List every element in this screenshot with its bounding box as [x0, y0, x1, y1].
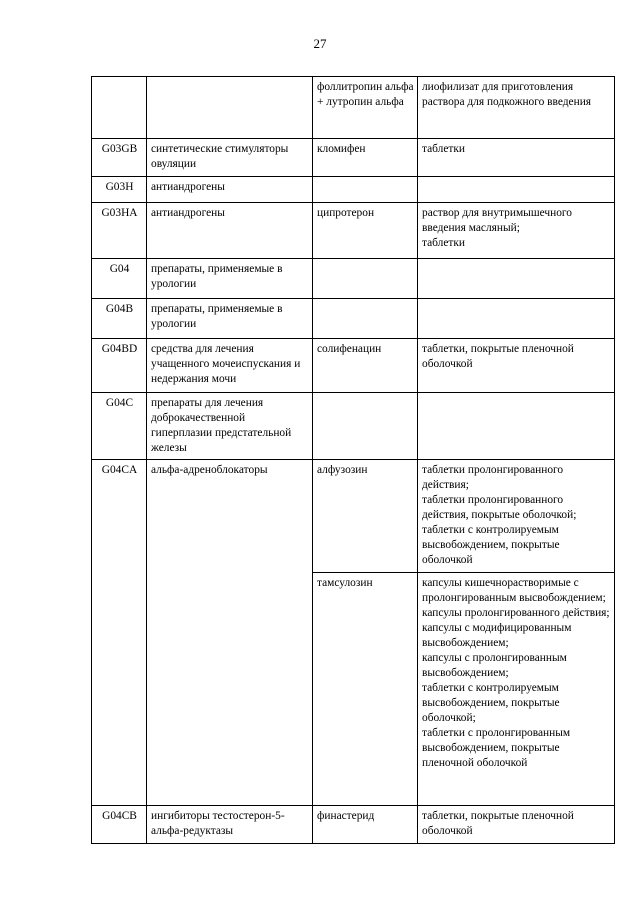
substance-cell: алфузозин [313, 460, 418, 573]
substance-cell: ципротерон [313, 203, 418, 259]
pharmacological-group-cell: синтетические стимуляторы овуляции [147, 139, 313, 177]
dosage-form-cell: таблетки, покрытые пленочной оболочкой [418, 806, 615, 844]
pharmacological-group-cell: ингибиторы тестостерон-5-альфа-редуктазы [147, 806, 313, 844]
dosage-form-cell: капсулы кишечнорастворимые с пролонгированным высвобождением; капсулы пролонгированного действия; капсулы с модифицированным высвобождением; капсулы с пролонгированным высвобождением; таблетки с контролируемым высвобождением, покрытые оболочкой; таблетки с пролонгированным высвобождением, покрытые пленочной оболочкой [418, 573, 615, 806]
table-row [92, 177, 615, 203]
drug-classification-table [91, 76, 615, 844]
table-row [92, 259, 615, 299]
substance-cell [313, 299, 418, 339]
atc-code-cell [92, 77, 147, 139]
table-row [92, 203, 615, 259]
atc-code-cell: G03H [92, 177, 147, 203]
atc-code-cell: G04B [92, 299, 147, 339]
atc-code-cell: G04C [92, 393, 147, 460]
dosage-form-cell [418, 393, 615, 460]
pharmacological-group-cell [147, 77, 313, 139]
table-row [92, 299, 615, 339]
atc-code-cell: G03GB [92, 139, 147, 177]
table-row [92, 339, 615, 393]
dosage-form-cell [418, 299, 615, 339]
pharmacological-group-cell: препараты, применяемые в урологии [147, 259, 313, 299]
pharmacological-group-cell: антиандрогены [147, 177, 313, 203]
substance-cell [313, 177, 418, 203]
table-row [92, 460, 615, 573]
atc-code-cell: G04CB [92, 806, 147, 844]
substance-cell: тамсулозин [313, 573, 418, 806]
substance-cell: солифенацин [313, 339, 418, 393]
dosage-form-cell: таблетки, покрытые пленочной оболочкой [418, 339, 615, 393]
substance-cell [313, 259, 418, 299]
substance-cell: финастерид [313, 806, 418, 844]
dosage-form-cell [418, 177, 615, 203]
dosage-form-cell: лиофилизат для приготовления раствора для подкожного введения [418, 77, 615, 139]
dosage-form-cell [418, 259, 615, 299]
table-row [92, 139, 615, 177]
pharmacological-group-cell: препараты для лечения доброкачественной гиперплазии предстательной железы [147, 393, 313, 460]
table-row [92, 806, 615, 844]
atc-code-cell: G04BD [92, 339, 147, 393]
atc-code-cell: G03HA [92, 203, 147, 259]
substance-cell: кломифен [313, 139, 418, 177]
table-row [92, 77, 615, 139]
atc-code-cell: G04 [92, 259, 147, 299]
substance-cell [313, 393, 418, 460]
dosage-form-cell: раствор для внутримышечного введения масляный; таблетки [418, 203, 615, 259]
pharmacological-group-cell: альфа-адреноблокаторы [147, 460, 313, 806]
dosage-form-cell: таблетки [418, 139, 615, 177]
dosage-form-cell: таблетки пролонгированного действия; таблетки пролонгированного действия, покрытые оболочкой; таблетки с контролируемым высвобождением, покрытые оболочкой [418, 460, 615, 573]
pharmacological-group-cell: препараты, применяемые в урологии [147, 299, 313, 339]
pharmacological-group-cell: средства для лечения учащенного мочеиспускания и недержания мочи [147, 339, 313, 393]
table-row [92, 393, 615, 460]
atc-code-cell: G04CA [92, 460, 147, 806]
pharmacological-group-cell: антиандрогены [147, 203, 313, 259]
substance-cell: фоллитропин альфа + лутропин альфа [313, 77, 418, 139]
page-number: 27 [313, 36, 327, 51]
